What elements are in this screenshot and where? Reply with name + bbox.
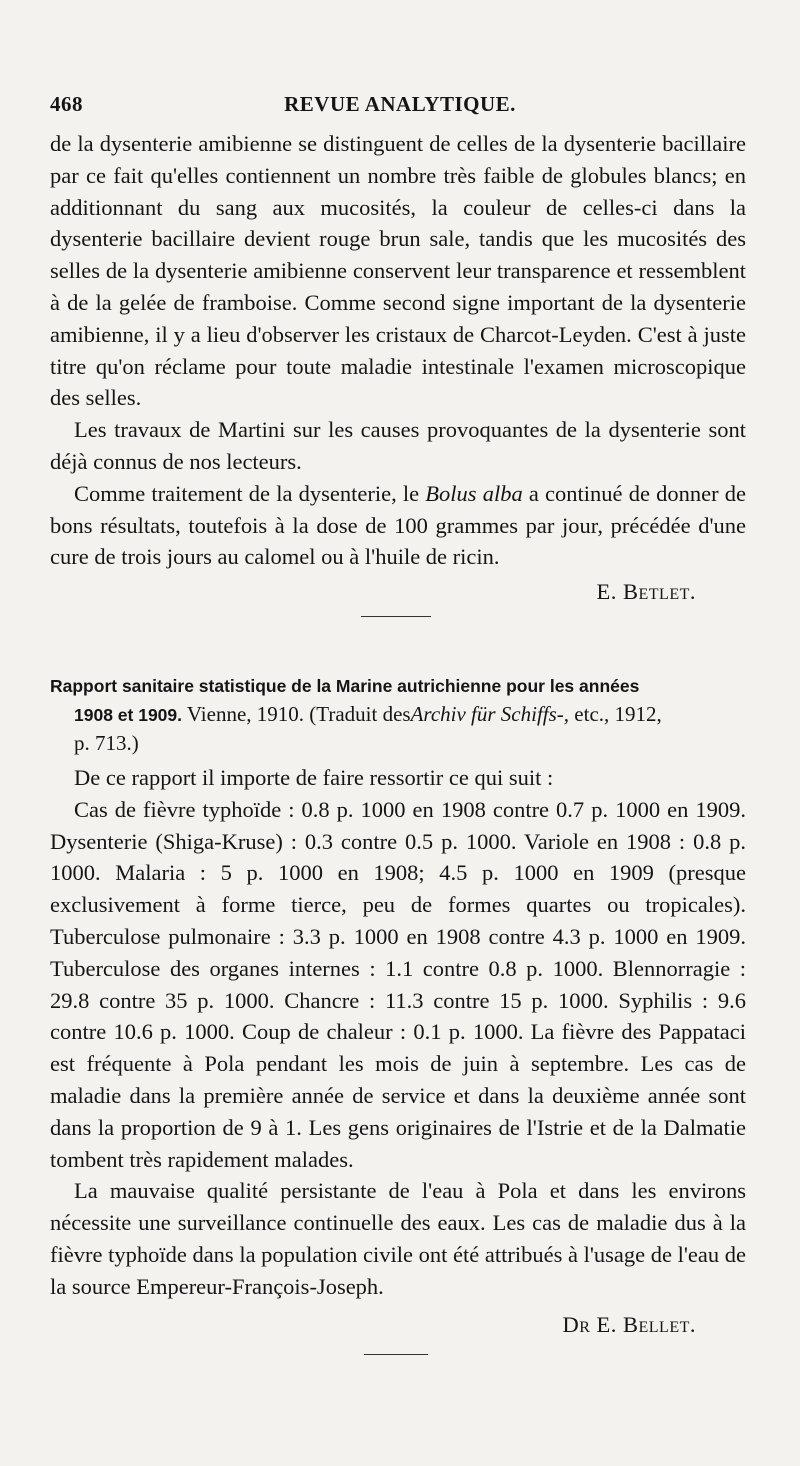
paragraph: Les travaux de Martini sur les causes provoquantes de la dysenterie sont déjà connus de nos lecteurs. bbox=[50, 417, 746, 474]
page-number: 468 bbox=[50, 92, 83, 116]
reference-text: Vienne, 1910. (Traduit des bbox=[186, 702, 411, 726]
paragraph-text: a continué de donner de bons résultats, toutefois à la dose de 100 grammes par jour, précédée d'une cure de trois jours au calomel ou à l'huile de ricin. bbox=[50, 480, 746, 570]
paragraph: de la dysenterie amibienne se distinguent de celles de la dysenterie bacillaire par ce fait qu'elles contiennent un nombre très faible de globules blancs; en additionnant du sang aux mucosités, la couleur de celles-ci dans la dysenterie bacillaire devient rouge brun sale, tandis que les mucosités des selles de la dysenterie amibienne conservent leur transparence et ressemblent à de la gelée de framboise. Comme second signe important de la dysenterie amibienne, il y a lieu d'observer les cristaux de Charcot-Leyden. C'est à juste titre qu'on réclame pour toute maladie intestinale l'examen microscopique des selles. bbox=[50, 131, 746, 411]
separator-rule bbox=[361, 616, 431, 617]
page-header bbox=[50, 92, 750, 122]
journal-name: Archiv für Schiffs-, bbox=[410, 702, 570, 726]
title-years: 1908 et 1909. bbox=[74, 705, 183, 725]
title-continuation bbox=[50, 700, 748, 729]
paragraph: La mauvaise qualité persistante de l'eau à Pola et dans les environs nécessite une surveillance continuelle des eaux. Les cas de maladie dus à la fièvre typhoïde dans la population civile ont été attribués à l'usage de l'eau de la source Empereur-François-Joseph. bbox=[50, 1178, 746, 1299]
article-2-body bbox=[50, 762, 746, 1303]
title-page-ref: p. 713.) bbox=[74, 731, 139, 755]
article-title bbox=[50, 672, 748, 757]
paragraph-text: Comme traitement de la dysenterie, le bbox=[74, 480, 420, 506]
title-heading: Rapport sanitaire statistique de la Marine autrichienne pour les années bbox=[50, 676, 640, 696]
paragraph: Cas de fièvre typhoïde : 0.8 p. 1000 en 1908 contre 0.7 p. 1000 en 1909. Dysenterie (Shiga-Kruse) : 0.3 contre 0.5 p. 1000. Variole en 1908 : 0.8 p. 1000. Malaria : 5 p. 1000 en 1908; 4.5 p. 1000 en 1909 (presque exclusivement à forme tierce, peu de formes quartes ou tropicales). Tuberculose pulmonaire : 3.3 p. 1000 en 1908 contre 4.3 p. 1000 en 1909. Tuberculose des organes internes : 1.1 contre 0.8 p. 1000. Blennorragie : 29.8 contre 35 p. 1000. Chancre : 11.3 contre 15 p. 1000. Syphilis : 9.6 contre 10.6 p. 1000. Coup de chaleur : 0.1 p. 1000. La fièvre des Pappataci est fréquente à Pola pendant les mois de juin à septembre. Les cas de maladie dans la première année de service et dans la deuxième année sont dans la proportion de 9 à 1. Les gens originaires de l'Istrie et de la Dalmatie tombent très rapidement malades. bbox=[50, 796, 746, 1172]
author-signature: Dr E. Bellet. bbox=[562, 1312, 696, 1337]
italic-term: Bolus alba bbox=[425, 480, 523, 506]
author-signature: E. Betlet. bbox=[596, 579, 696, 604]
title-reference bbox=[187, 702, 662, 726]
paragraph bbox=[50, 478, 746, 573]
running-head: REVUE ANALYTIQUE. bbox=[284, 92, 516, 116]
separator-rule bbox=[364, 1354, 428, 1355]
article-1-body bbox=[50, 128, 746, 573]
paragraph: De ce rapport il importe de faire ressortir ce qui suit : bbox=[74, 765, 554, 790]
reference-text: etc., 1912, bbox=[574, 702, 662, 726]
